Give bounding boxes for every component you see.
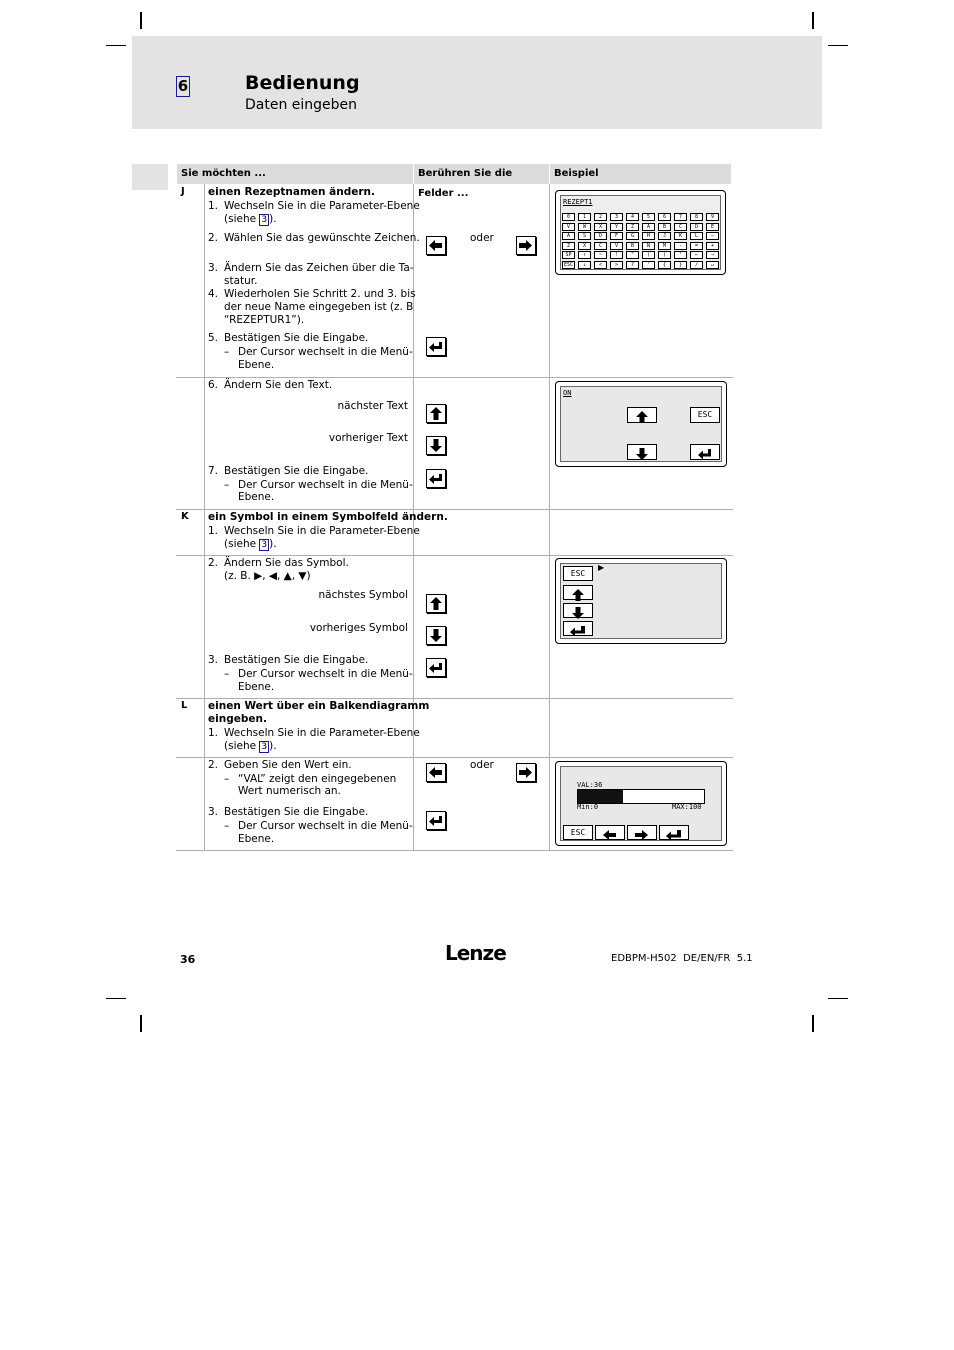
crop-mark: [106, 998, 126, 999]
esc-button[interactable]: ESC: [690, 407, 720, 423]
row-divider: [176, 377, 733, 378]
sub-text: “VAL” zeigt den eingegebenen: [238, 773, 397, 785]
keyboard-key[interactable]: 0: [562, 213, 575, 221]
step-text: Ändern Sie das Zeichen über die Ta-: [224, 262, 414, 274]
reference-link[interactable]: 3: [261, 215, 268, 225]
enter-key[interactable]: [426, 469, 446, 488]
oder-label: oder: [470, 759, 494, 771]
keyboard-key[interactable]: 7: [674, 213, 687, 221]
esc-button[interactable]: ESC: [563, 825, 593, 840]
sub-text: Der Cursor wechselt in die Menü-: [238, 820, 413, 832]
grid-line: [204, 184, 205, 850]
enter-key[interactable]: [659, 825, 689, 840]
enter-icon: [429, 340, 443, 353]
step-number: 2.: [208, 557, 219, 569]
step-number: 1.: [208, 525, 219, 537]
keyboard-key[interactable]: K: [674, 232, 687, 240]
bar-track[interactable]: [577, 789, 705, 804]
enter-icon: [570, 625, 586, 637]
sub-dash: –: [224, 346, 230, 358]
keyboard-key[interactable]: <: [594, 261, 607, 269]
keyboard-key[interactable]: (: [642, 251, 655, 259]
step-number: 4.: [208, 288, 219, 300]
crop-mark: [140, 1015, 142, 1032]
keyboard-key[interactable]: X: [594, 223, 607, 231]
value-readout: VAL:36: [577, 781, 603, 789]
sub-text: Der Cursor wechselt in die Menü-: [238, 346, 413, 358]
step-number: 2.: [208, 759, 219, 771]
enter-key[interactable]: [426, 658, 446, 677]
keyboard-key[interactable]: ‘: [674, 251, 687, 259]
keyboard-key[interactable]: C: [674, 223, 687, 231]
keyboard-key[interactable]: M: [658, 242, 671, 250]
text-field[interactable]: ON: [563, 389, 572, 397]
keyboard-key[interactable]: H: [642, 232, 655, 240]
keyboard-key[interactable]: ': [642, 261, 655, 269]
enter-icon: [698, 448, 712, 460]
left-arrow-icon: [429, 239, 443, 252]
crop-mark: [106, 45, 126, 46]
min-label: Min:0: [577, 803, 599, 811]
sub-dash: –: [224, 668, 230, 680]
col-header-action: Sie möchten ...: [177, 164, 413, 184]
keyboard-key[interactable]: X: [578, 242, 591, 250]
sub-text: Ebene.: [238, 491, 275, 503]
keyboard-key[interactable]: ): [658, 251, 671, 259]
grid-line: [549, 184, 550, 850]
chapter-number[interactable]: 6: [177, 77, 189, 95]
step-number: 1.: [208, 727, 219, 739]
enter-icon: [666, 829, 682, 841]
row-divider: [176, 698, 733, 699]
label-next-text: nächster Text: [337, 400, 408, 412]
left-arrow-key[interactable]: [595, 825, 625, 840]
esc-button[interactable]: ESC: [563, 566, 593, 581]
section-letter-l: L: [181, 700, 188, 711]
keyboard-key[interactable]: C: [594, 242, 607, 250]
keyboard-key[interactable]: D: [594, 232, 607, 240]
sub-text: Der Cursor wechselt in die Menü-: [238, 479, 413, 491]
sub-text: Ebene.: [238, 359, 275, 371]
label-prev-text: vorheriger Text: [328, 432, 408, 444]
section-heading-l: eingeben.: [208, 713, 267, 725]
col-header-example: Beispiel: [550, 164, 731, 184]
keyboard-key[interactable]: V: [610, 242, 623, 250]
keyboard-key[interactable]: /: [690, 261, 703, 269]
keyboard-key[interactable]: 1: [578, 213, 591, 221]
text-screen: [560, 386, 722, 462]
enter-key[interactable]: [563, 621, 593, 636]
left-arrow-icon: [603, 829, 617, 841]
symbol-screen: [560, 563, 722, 639]
crop-mark: [828, 998, 848, 999]
sub-text: Ebene.: [238, 833, 275, 845]
down-arrow-icon: [429, 439, 443, 452]
enter-key[interactable]: [426, 337, 446, 356]
label-next-symbol: nächstes Symbol: [318, 589, 408, 601]
step-text: Wechseln Sie in die Parameter-Ebene: [224, 727, 420, 739]
page-title: Bedienung: [245, 72, 360, 94]
section-heading-j: einen Rezeptnamen ändern.: [208, 186, 376, 198]
label-prev-symbol: vorheriges Symbol: [309, 622, 408, 634]
up-arrow-key[interactable]: [426, 594, 446, 613]
left-arrow-icon: [429, 766, 443, 779]
keyboard-key[interactable]: ↓: [578, 261, 591, 269]
sub-text: Wert numerisch an.: [238, 785, 341, 797]
step-number: 7.: [208, 465, 219, 477]
sub-text: Ebene.: [238, 681, 275, 693]
step-number: 3.: [208, 262, 219, 274]
keyboard-key[interactable]: –: [706, 232, 719, 240]
up-arrow-key[interactable]: [563, 585, 593, 600]
keyboard-key[interactable]: 2: [594, 213, 607, 221]
crop-mark: [812, 12, 814, 29]
right-arrow-icon: [519, 766, 533, 779]
keyboard-key[interactable]: ?: [626, 261, 639, 269]
row-divider: [176, 757, 733, 758]
step-number: 2.: [208, 232, 219, 244]
symbol-example-panel: [555, 558, 727, 644]
lenze-logo: Lenze: [445, 941, 506, 965]
keyboard-key[interactable]: 4: [626, 213, 639, 221]
step-number: 6.: [208, 379, 219, 391]
step-text: (z. B. ▶, ◀, ▲, ▼): [224, 570, 311, 582]
step-reference: (siehe 3 ).: [224, 740, 277, 752]
keyboard-key[interactable]: >: [610, 261, 623, 269]
down-arrow-key[interactable]: [426, 626, 446, 645]
keyboard-key[interactable]: ": [626, 251, 639, 259]
up-arrow-icon: [429, 407, 443, 420]
step-text: Wählen Sie das gewünschte Zeichen.: [224, 232, 420, 244]
step-number: 3.: [208, 806, 219, 818]
text-example-panel: [555, 381, 727, 467]
down-arrow-icon: [429, 629, 443, 642]
enter-key[interactable]: [690, 444, 720, 460]
page-number: 36: [180, 953, 196, 966]
sub-dash: –: [224, 820, 230, 832]
keyboard-key[interactable]: L: [690, 232, 703, 240]
document-id: EDBPM-H502 DE/EN/FR 5.1: [611, 953, 753, 964]
down-arrow-key[interactable]: [627, 444, 657, 460]
right-arrow-key[interactable]: [516, 763, 536, 782]
keyboard-key[interactable]: 6: [658, 213, 671, 221]
up-arrow-key[interactable]: [426, 404, 446, 423]
up-arrow-icon: [572, 589, 584, 601]
section-heading-l: einen Wert über ein Balkendiagramm: [208, 700, 430, 712]
keyboard-key[interactable]: B: [658, 223, 671, 231]
sub-text: Der Cursor wechselt in die Menü-: [238, 668, 413, 680]
side-marker: [132, 164, 168, 190]
page-subtitle: Daten eingeben: [245, 97, 358, 113]
recipe-name-field[interactable]: REZEPT1: [563, 198, 593, 206]
bar-fill: [578, 790, 623, 803]
keyboard-key[interactable]: ~: [594, 251, 607, 259]
keyboard-key[interactable]: 9: [706, 213, 719, 221]
keyboard-key[interactable]: }: [674, 261, 687, 269]
crop-mark: [140, 12, 142, 29]
keyboard-key[interactable]: V: [562, 223, 575, 231]
step-number: 1.: [208, 200, 219, 212]
down-arrow-icon: [572, 607, 584, 619]
keyboard-key[interactable]: {: [658, 261, 671, 269]
step-text: Wechseln Sie in die Parameter-Ebene: [224, 525, 420, 537]
sub-dash: –: [224, 479, 230, 491]
keyboard-key[interactable]: W: [578, 223, 591, 231]
keyboard-key[interactable]: Y: [610, 223, 623, 231]
row-divider: [176, 509, 733, 510]
keyboard-key[interactable]: ↑: [578, 251, 591, 259]
keyboard-key[interactable]: →: [706, 251, 719, 259]
step-text: Bestätigen Sie die Eingabe.: [224, 654, 369, 666]
row-divider: [176, 555, 733, 556]
keyboard-example-panel: [555, 190, 726, 275]
up-arrow-icon: [636, 411, 648, 423]
keyboard-key[interactable]: J: [658, 232, 671, 240]
keyboard-key[interactable]: -: [674, 242, 687, 250]
keyboard-key[interactable]: ↵: [706, 261, 719, 269]
enter-key[interactable]: [426, 811, 446, 830]
page-header: [132, 36, 822, 129]
keyboard-key[interactable]: B: [626, 242, 639, 250]
reference-link[interactable]: 3: [261, 742, 268, 752]
keyboard-key[interactable]: Z: [562, 242, 575, 250]
keyboard-key[interactable]: G: [626, 232, 639, 240]
enter-icon: [429, 814, 443, 827]
crop-mark: [828, 45, 848, 46]
right-arrow-key[interactable]: [516, 236, 536, 255]
step-text: Geben Sie den Wert ein.: [224, 759, 352, 771]
symbol-marker-icon: ▶: [598, 563, 605, 572]
keyboard-key[interactable]: =: [690, 242, 703, 250]
right-arrow-icon: [635, 829, 649, 841]
keyboard-key[interactable]: F: [610, 232, 623, 240]
max-label: MAX:100: [672, 803, 702, 811]
up-arrow-icon: [429, 597, 443, 610]
row-divider: [176, 850, 733, 851]
col-header-touch: Berühren Sie die Felder ...: [414, 164, 549, 184]
keyboard-key[interactable]: S: [578, 232, 591, 240]
keyboard-key[interactable]: 5: [642, 213, 655, 221]
sub-dash: –: [224, 773, 230, 785]
down-arrow-key[interactable]: [563, 603, 593, 618]
enter-icon: [429, 661, 443, 674]
keyboard-key[interactable]: D: [690, 223, 703, 231]
keyboard-key[interactable]: ←: [690, 251, 703, 259]
keyboard-key[interactable]: +: [706, 242, 719, 250]
keyboard-key[interactable]: A: [642, 223, 655, 231]
right-arrow-key[interactable]: [627, 825, 657, 840]
down-arrow-icon: [636, 448, 648, 460]
step-text: Wechseln Sie in die Parameter-Ebene: [224, 200, 420, 212]
bar-screen: [560, 766, 722, 841]
bar-example-panel: [555, 761, 727, 846]
step-text: statur.: [224, 275, 258, 287]
keyboard-key[interactable]: !: [610, 251, 623, 259]
step-text: Bestätigen Sie die Eingabe.: [224, 465, 369, 477]
up-arrow-key[interactable]: [627, 407, 657, 423]
keyboard-screen: [560, 195, 721, 270]
step-text: Bestätigen Sie die Eingabe.: [224, 806, 369, 818]
step-reference: (siehe 3 ).: [224, 213, 277, 225]
step-text: Ändern Sie den Text.: [224, 379, 333, 391]
left-arrow-key[interactable]: [426, 763, 446, 782]
step-text: der neue Name eingegeben ist (z. B: [224, 301, 414, 313]
step-number: 5.: [208, 332, 219, 344]
section-letter-j: J: [181, 186, 185, 197]
step-text: Ändern Sie das Symbol.: [224, 557, 349, 569]
section-letter-k: K: [181, 511, 189, 522]
step-text: Bestätigen Sie die Eingabe.: [224, 332, 369, 344]
step-text: Wiederholen Sie Schritt 2. und 3. bis: [224, 288, 416, 300]
keyboard-key[interactable]: Z: [626, 223, 639, 231]
crop-mark: [812, 1015, 814, 1032]
down-arrow-key[interactable]: [426, 436, 446, 455]
step-number: 3.: [208, 654, 219, 666]
oder-label: oder: [470, 232, 494, 244]
keyboard-key[interactable]: A: [562, 232, 575, 240]
keyboard-key[interactable]: 8: [690, 213, 703, 221]
left-arrow-key[interactable]: [426, 236, 446, 255]
keyboard-key[interactable]: N: [642, 242, 655, 250]
reference-link[interactable]: 3: [261, 540, 268, 550]
step-reference: (siehe 3 ).: [224, 538, 277, 550]
keyboard-key[interactable]: SP: [562, 251, 575, 259]
step-text: “REZEPTUR1”).: [224, 314, 305, 326]
enter-icon: [429, 472, 443, 485]
section-heading-k: ein Symbol in einem Symbolfeld ändern.: [208, 511, 448, 523]
right-arrow-icon: [519, 239, 533, 252]
keyboard-key[interactable]: 3: [610, 213, 623, 221]
keyboard-key[interactable]: E: [706, 223, 719, 231]
keyboard-key[interactable]: ESC: [563, 262, 574, 268]
